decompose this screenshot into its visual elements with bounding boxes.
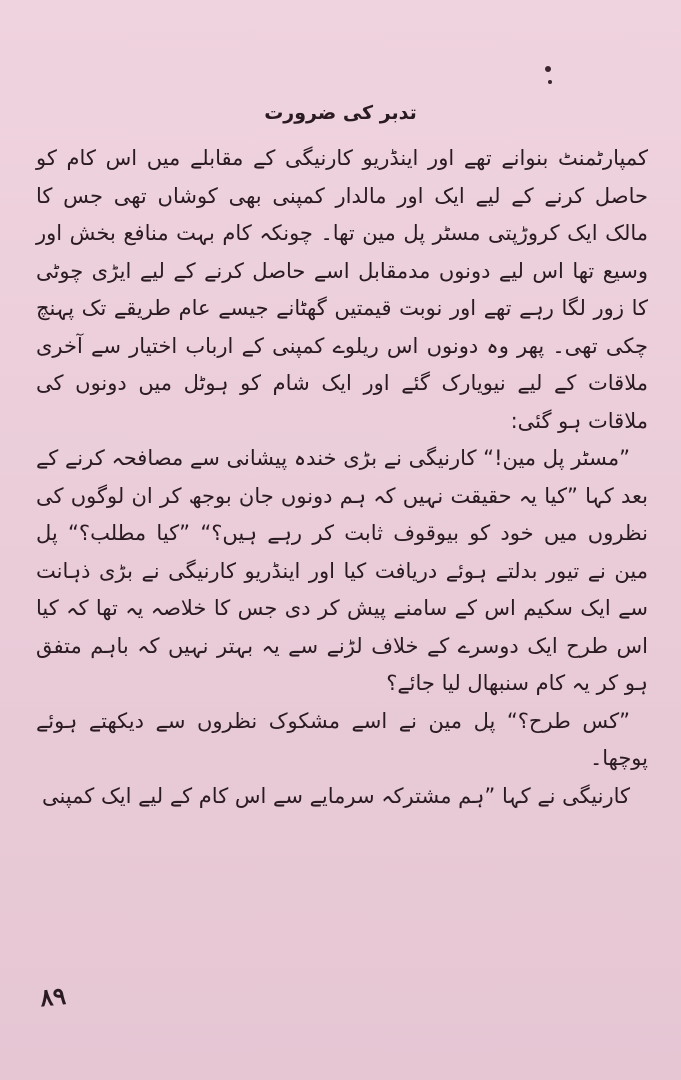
page-number: ۸۹ bbox=[38, 980, 68, 1013]
ink-speck bbox=[545, 66, 551, 72]
paragraph: کارنیگی نے کہا ”ہم مشترکہ سرمایے سے اس کام کے لیے ایک کمپنی bbox=[41, 783, 630, 808]
ink-speck bbox=[548, 80, 552, 84]
paragraph: ”کس طرح؟“ پل مین نے اسے مشکوک نظروں سے دیکھتے ہوئے پوچھا۔ bbox=[36, 708, 648, 770]
paragraph: ”مسٹر پل مین!“ کارنیگی نے بڑی خندہ پیشانی سے مصافحہ کرنے کے بعد کہا ”کیا یہ حقیقت نہیں کہ ہم دونوں جان بوجھ کر ان لوگوں کی نظروں میں خود کو بیوقوف ثابت کر رہے ہیں؟“ ”کیا مطلب؟“ پل مین نے تیور بدلتے ہوئے دریافت کیا اور اینڈریو کارنیگی نے بڑی ذہانت سے ایک سکیم اس کے سامنے پیش کر دی جس کا خلاصہ یہ تھا کہ کیا اس طرح ایک دوسرے کے خلاف لڑنے سے یہ بہتر نہیں کہ باہم متفق ہو کر یہ کام سنبھال لیا جائے؟ bbox=[36, 446, 648, 695]
paragraph: کمپارٹمنٹ بنوانے تھے اور اینڈریو کارنیگی کے مقابلے میں اس کام کو حاصل کرنے کے لیے ایک اور مالدار کمپنی بھی کوشاں تھی جس کا مالک ایک کروڑپتی مسٹر پل مین تھا۔ چونکہ کام بہت منافع بخش اور وسیع تھا اس لیے دونوں مدمقابل اسے حاصل کرنے کے لیے ایڑی چوٹی کا زور لگا رہے تھے اور نوبت قیمتیں گھٹانے جیسے عام طریقے تک پہنچ چکی تھی۔ پھر وہ دونوں اس ریلوے کمپنی کے ارباب اختیار سے آخری ملاقات کے لیے نیویارک گئے اور ایک شام کو ہوٹل میں دونوں کی ملاقات ہو گئی: bbox=[36, 146, 648, 433]
body-text bbox=[36, 140, 648, 815]
chapter-heading: تدبر کی ضرورت bbox=[264, 102, 417, 124]
